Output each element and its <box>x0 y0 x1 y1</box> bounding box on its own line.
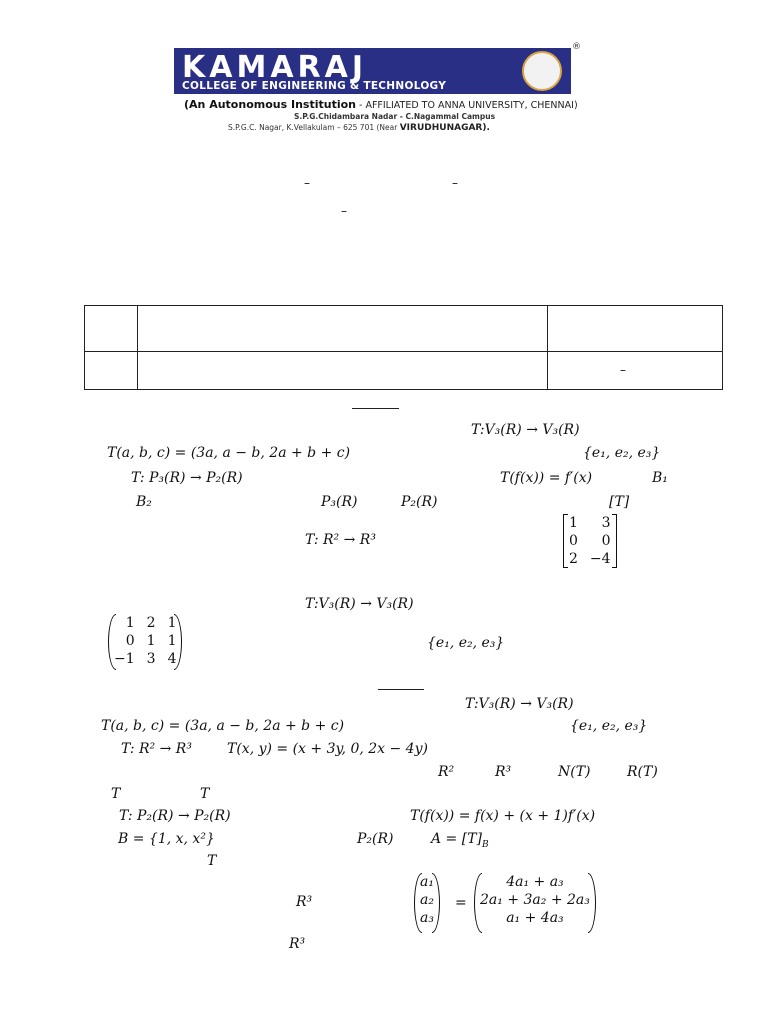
matrix-cell: a₃ <box>420 910 434 926</box>
math-expression: {e₁, e₂, e₃} <box>583 445 661 461</box>
bracket-right <box>612 514 617 568</box>
matrix-2 <box>108 614 182 670</box>
math-expression: B₁ <box>652 470 668 486</box>
matrix-cell: 2 <box>569 551 578 567</box>
seal-icon <box>522 51 562 91</box>
matrix-cell: 1 <box>167 615 177 631</box>
math-expression: T <box>200 786 210 802</box>
vector-lhs <box>414 873 440 933</box>
table-divider <box>547 306 548 389</box>
math-expression: [T] <box>609 494 630 510</box>
matrix-cell: 0 <box>601 533 611 549</box>
bracket-left <box>563 514 568 568</box>
math-expression: R³ <box>296 894 313 910</box>
matrix-row <box>563 550 617 568</box>
exam-info-table <box>84 305 723 390</box>
matrix-cell: −1 <box>114 651 135 667</box>
section-underline <box>352 408 399 409</box>
college-logo <box>174 42 581 134</box>
math-expression: T: P₂(R) → P₂(R) <box>119 808 231 824</box>
logo-title: KAMARAJ <box>182 50 368 85</box>
math-expression: R(T) <box>627 764 658 780</box>
math-expression: T:V₃(R) → V₃(R) <box>465 696 574 712</box>
logo-affiliation: (An Autonomous Institution - AFFILIATED TO ANNA UNIVERSITY, CHENNAI) <box>184 98 578 111</box>
header-dash: – <box>304 176 310 190</box>
logo-address: S.P.G.C. Nagar, K.Vellakulam – 625 701 (Near VIRUDHUNAGAR). <box>228 123 490 133</box>
matrix-row <box>474 909 596 927</box>
matrix-cell: 0 <box>125 633 135 649</box>
math-expression: T: P₃(R) → P₂(R) <box>131 470 243 486</box>
matrix-cell: 3 <box>601 515 611 531</box>
table-cell-dash: – <box>620 363 626 377</box>
matrix-cell: 4a₁ + a₃ <box>506 874 564 890</box>
matrix-cell: −4 <box>589 551 611 567</box>
math-expression: P₂(R) <box>401 494 438 510</box>
matrix-2-grid <box>108 614 182 668</box>
math-expression: T:V₃(R) → V₃(R) <box>471 422 580 438</box>
matrix-cell: 1 <box>146 633 156 649</box>
matrix-1 <box>563 514 617 568</box>
matrix-cell: 2 <box>146 615 156 631</box>
logo-banner <box>174 48 571 94</box>
header-dash: – <box>452 176 458 190</box>
matrix-cell: 1 <box>569 515 578 531</box>
matrix-cell: 0 <box>569 533 578 549</box>
vector-rhs <box>474 873 596 933</box>
matrix-row <box>108 632 182 650</box>
math-expression: P₂(R) <box>357 831 394 847</box>
matrix-row <box>474 891 596 909</box>
math-expression: $A = [T]_B$ <box>431 831 489 850</box>
math-expression: B = {1, x, x²} <box>118 831 215 847</box>
math-expression: T(f(x)) = f(x) + (x + 1)f′(x) <box>410 808 596 824</box>
math-expression: T: R² → R³ <box>305 532 376 548</box>
math-expression: T(x, y) = (x + 3y, 0, 2x − 4y) <box>227 741 428 757</box>
matrix-cell: 1 <box>167 633 177 649</box>
matrix-cell: 1 <box>125 615 135 631</box>
matrix-cell: a₂ <box>420 892 434 908</box>
math-expression: {e₁, e₂, e₃} <box>570 718 648 734</box>
math-expression: T: R² → R³ <box>121 741 192 757</box>
logo-subtitle: COLLEGE OF ENGINEERING & TECHNOLOGY <box>182 80 447 92</box>
section-underline <box>378 689 424 690</box>
matrix-row <box>108 650 182 668</box>
math-expression: R² <box>438 764 455 780</box>
matrix-row <box>563 532 617 550</box>
table-divider <box>85 351 722 352</box>
math-expression: T(a, b, c) = (3a, a − b, 2a + b + c) <box>101 718 345 734</box>
matrix-row <box>563 514 617 532</box>
registered-mark: ® <box>572 42 581 52</box>
matrix-row <box>474 873 596 891</box>
matrix-cell: 4 <box>167 651 177 667</box>
matrix-cell: 2a₁ + 3a₂ + 2a₃ <box>480 892 590 908</box>
math-expression: T(a, b, c) = (3a, a − b, 2a + b + c) <box>107 445 351 461</box>
table-divider <box>137 306 138 389</box>
math-expression: N(T) <box>558 764 591 780</box>
math-expression: B₂ <box>136 494 152 510</box>
math-expression: R³ <box>289 936 306 952</box>
matrix-1-grid <box>563 514 617 568</box>
math-expression: T <box>207 853 217 869</box>
math-expression: T <box>111 786 121 802</box>
vector-rhs-grid <box>474 873 596 927</box>
math-expression: T(f(x)) = f′(x) <box>500 470 593 486</box>
logo-campus: S.P.G.Chidambara Nadar - C.Nagammal Campus <box>294 112 496 121</box>
math-expression: R³ <box>495 764 512 780</box>
matrix-cell: a₁ + 4a₃ <box>506 910 564 926</box>
math-expression: {e₁, e₂, e₃} <box>427 635 505 651</box>
matrix-cell: 3 <box>146 651 156 667</box>
math-expression: T:V₃(R) → V₃(R) <box>305 596 414 612</box>
header-dash: – <box>341 204 347 218</box>
matrix-row <box>108 614 182 632</box>
matrix-cell: a₁ <box>420 874 434 890</box>
equals-sign: = <box>455 895 467 911</box>
math-expression: P₃(R) <box>321 494 358 510</box>
